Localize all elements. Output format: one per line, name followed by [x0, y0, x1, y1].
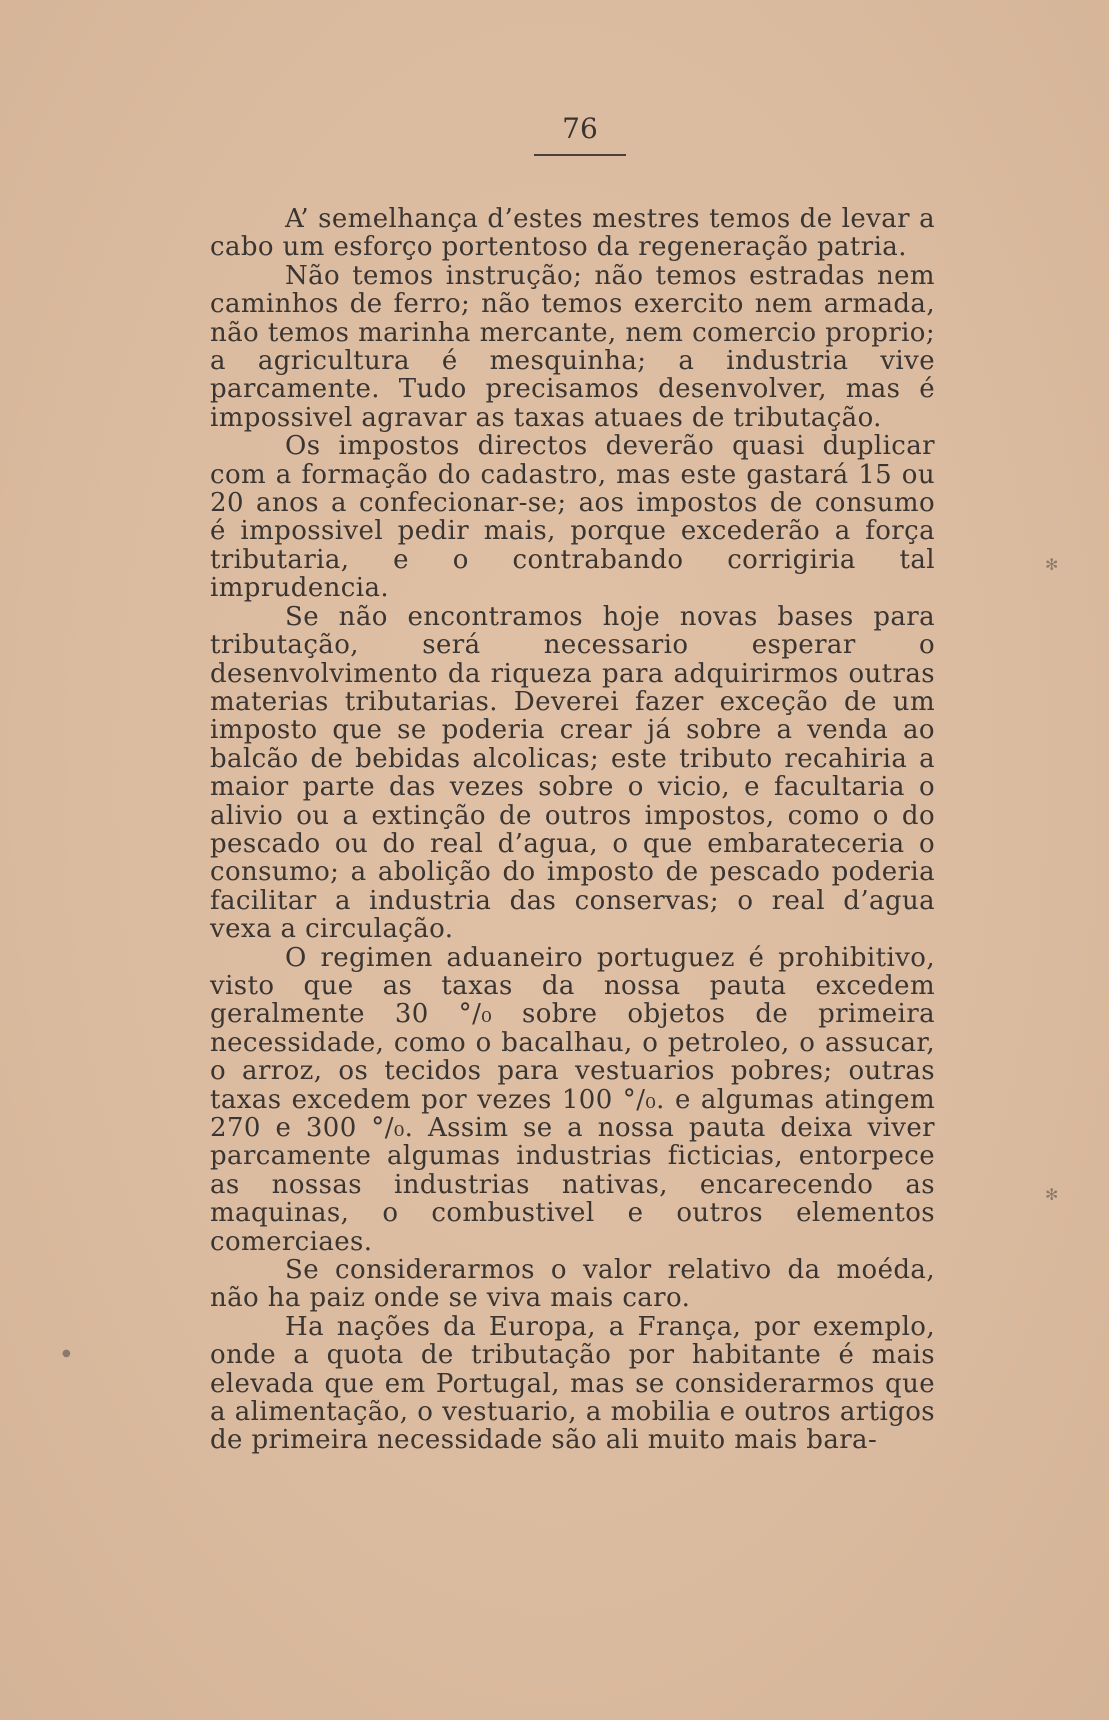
paragraph-4: Se não encontramos hoje novas bases para tributação, será necessario esperar o desenvolvimento da riqueza para adquirirmos outras materias tributarias. Deverei fazer exceção de um imposto que se poderia crear já sobre a venda ao balcão de bebidas alcolicas; este tributo recahiria a maior parte das vezes sobre o vicio, e facultaria o alivio ou a extinção de outros impostos, como o do pescado ou do real d’agua, o que embarateceria o consumo; a abolição do imposto de pescado poderia facilitar a industria das conservas; o real d’agua vexa a circulação. — [210, 601, 935, 945]
paragraph-2: Não temos instrução; não temos estradas nem caminhos de ferro; não temos exercito nem armada, não temos marinha mercante, nem comercio proprio; a agricultura é mesquinha; a industria vive parcamente. Tudo precisamos desenvolver, mas é impossivel agravar as taxas atuaes de tributação. — [210, 260, 935, 433]
paragraph-1: A’ semelhança d’estes mestres temos de levar a cabo um esforço portentoso da regeneração patria. — [210, 204, 935, 263]
paragraph-3: Os impostos directos deverão quasi duplicar com a formação do cadastro, mas este gastará 15 ou 20 anos a confecionar-se; aos impostos de consumo é impossivel pedir mais, porque excederão a força tributaria, e o contrabando corrigiria tal imprudencia. — [210, 431, 935, 604]
page-header — [530, 112, 630, 145]
paragraph-6: Se considerarmos o valor relativo da moéda, não ha paiz onde se viva mais caro. — [210, 1255, 935, 1314]
margin-stain-mark: ✻ — [1045, 555, 1059, 574]
paragraph-7: Ha nações da Europa, a França, por exemplo, onde a quota de tributação por habitante é mais elevada que em Portugal, mas se considerarmos que a alimentação, o vestuario, a mobilia e outros artigos de primeira necessidade são ali muito mais bara- — [210, 1311, 935, 1456]
paragraph-5: O regimen aduaneiro portuguez é prohibitivo, visto que as taxas da nossa pauta excedem geralmente 30 °/₀ sobre objetos de primeira necessidade, como o bacalhau, o petroleo, o assucar, o arroz, os tecidos para vestuarios pobres; outras taxas excedem por vezes 100 °/₀. e algumas atingem 270 e 300 °/₀. Assim se a nossa pauta deixa viver parcamente algumas industrias ficticias, entorpece as nossas industrias nativas, encarecendo as maquinas, o combustivel e outros elementos comerciaes. — [210, 942, 935, 1257]
margin-dot-mark: ● — [62, 1348, 71, 1359]
margin-stain-mark: ✻ — [1045, 1185, 1059, 1204]
body-text — [210, 205, 935, 1455]
header-rule — [534, 154, 626, 156]
page-number: 76 — [562, 112, 598, 145]
